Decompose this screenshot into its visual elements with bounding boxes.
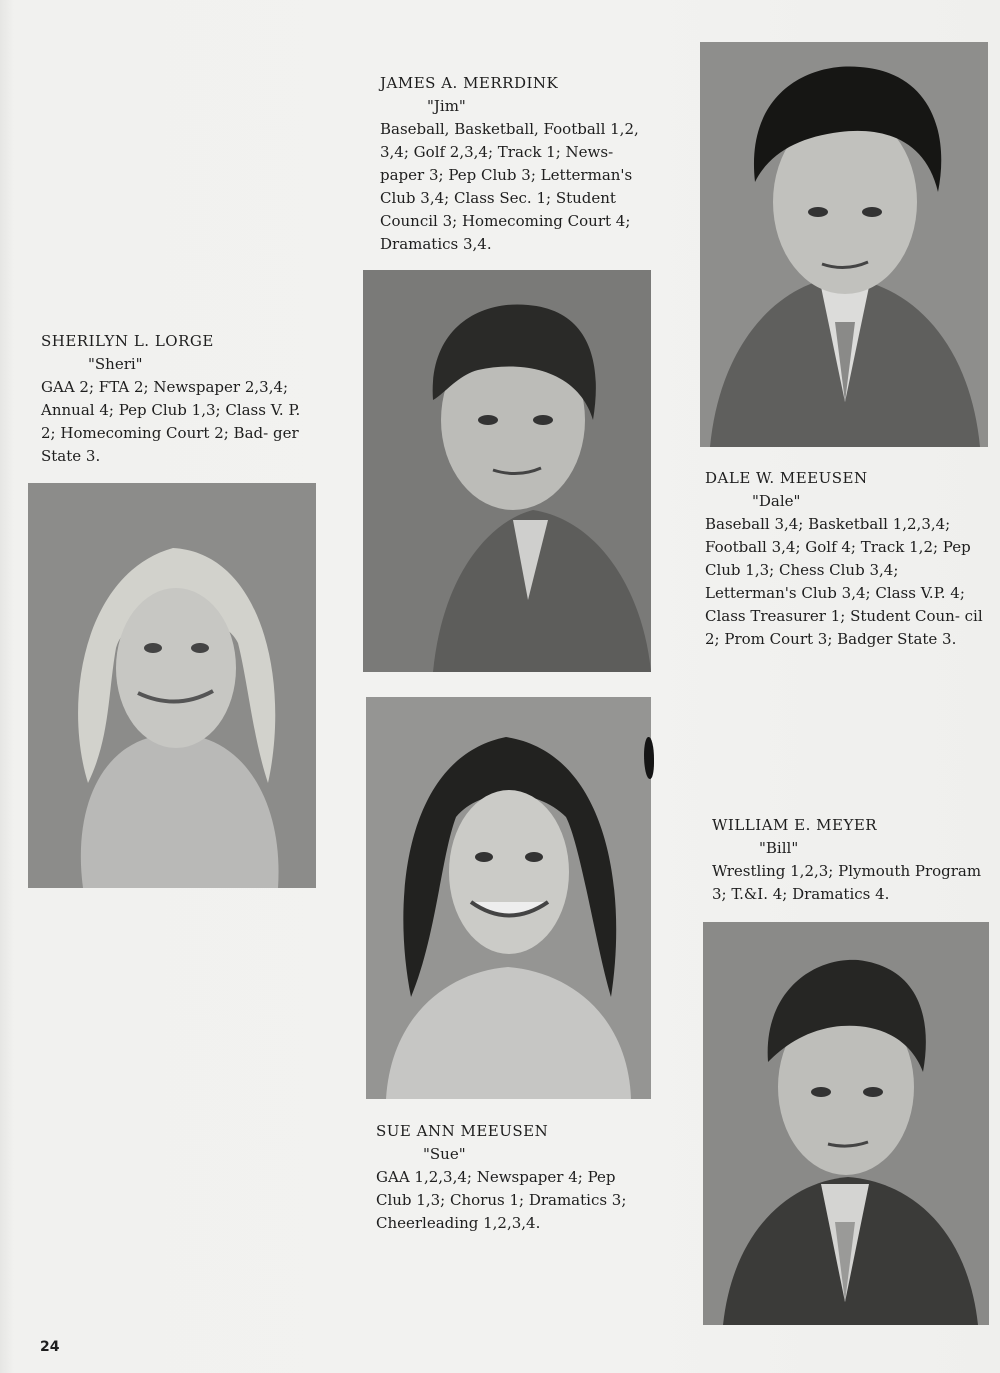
student-nickname: "Dale" <box>752 492 801 510</box>
student-name: WILLIAM E. MEYER <box>712 816 878 834</box>
student-nickname: "Sheri" <box>88 355 143 373</box>
student-name: SHERILYN L. LORGE <box>41 332 214 350</box>
caption-william-meyer <box>712 814 992 906</box>
portrait-photo-sue <box>366 697 651 1099</box>
student-nickname: "Sue" <box>423 1145 466 1163</box>
student-activities: GAA 2; FTA 2; Newspaper 2,3,4; Annual 4; Pep Club 1,3; Class V. P. 2; Homecoming Court 2; Bad- ger State 3. <box>41 378 301 465</box>
portrait-photo-sherilyn <box>28 483 316 888</box>
caption-sue-meeusen <box>376 1120 646 1235</box>
student-name: DALE W. MEEUSEN <box>705 469 868 487</box>
student-activities: GAA 1,2,3,4; Newspaper 4; Pep Club 1,3; Chorus 1; Dramatics 3; Cheerleading 1,2,3,4. <box>376 1168 627 1232</box>
student-activities: Wrestling 1,2,3; Plymouth Program 3; T.&I. 4; Dramatics 4. <box>712 862 982 903</box>
portrait-photo-william <box>703 922 989 1325</box>
caption-dale-meeusen <box>705 467 989 651</box>
student-nickname: "Bill" <box>759 839 799 857</box>
student-activities: Baseball 3,4; Basketball 1,2,3,4; Football 3,4; Golf 4; Track 1,2; Pep Club 1,3; Chess Club 3,4; Letterman's Club 3,4; Class V.P. 4; Class Treasurer 1; Student Coun- cil 2; Prom Court 3; Badger State 3. <box>705 515 983 648</box>
portrait-photo-james <box>363 270 651 672</box>
ink-blot <box>644 737 654 779</box>
student-nickname: "Jim" <box>427 97 466 115</box>
caption-sherilyn-lorge <box>41 330 309 468</box>
portrait-photo-dale <box>700 42 988 447</box>
student-name: SUE ANN MEEUSEN <box>376 1122 549 1140</box>
student-activities: Baseball, Basketball, Football 1,2, 3,4; Golf 2,3,4; Track 1; News- paper 3; Pep Club 3; Letterman's Club 3,4; Class Sec. 1; Student Council 3; Homecoming Court 4; Dramatics 3,4. <box>380 120 639 253</box>
page-number: 24 <box>40 1339 60 1355</box>
caption-james-merrdink <box>380 72 662 256</box>
student-name: JAMES A. MERRDINK <box>380 74 559 92</box>
